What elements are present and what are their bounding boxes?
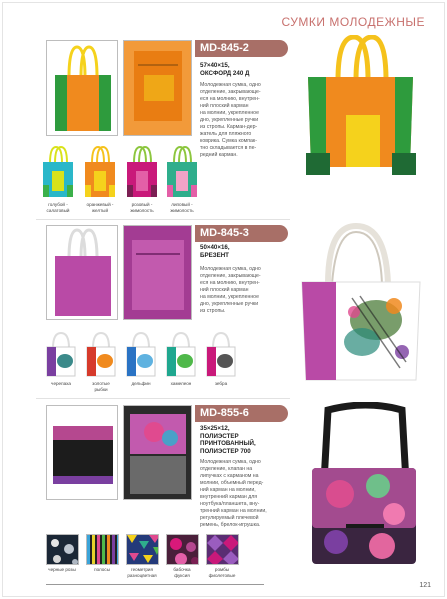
product-3-desc-line: регулируемый плечевой (200, 515, 259, 521)
caption-line: салатовый (46, 207, 70, 213)
footer-rule (46, 584, 264, 585)
product-2-variant-1-image (44, 332, 78, 378)
product-1-code-badge: MD-845-2 (195, 40, 288, 57)
product-2-inside-image (124, 226, 192, 320)
product-1-desc-line: на молнии, укрепленное (200, 110, 259, 116)
product-2-spec-line-2: БРЕЗЕНТ (200, 251, 229, 259)
product-2-desc-line: на молнии, укрепленное (200, 294, 259, 300)
caption-line: дельфин (131, 381, 151, 386)
caption-line: желтый (91, 207, 109, 213)
product-1-desc-line: ний плоский карман (200, 103, 249, 109)
product-3-description (200, 459, 292, 529)
product-1-desc-line: коврика. Сумка компак- (200, 138, 257, 144)
product-2-desc-line: еся на молнию, внутрен- (200, 280, 260, 286)
caption-line: розовый - (131, 202, 153, 207)
product-3-desc-line: отделение, клапан на (200, 466, 253, 472)
product-3-desc-line: Молодежная сумка, одно (200, 459, 261, 465)
product-3-spec-line-1: 35×25×12, (200, 425, 230, 432)
product-2-thumb-back (46, 225, 118, 320)
product-3-spec-line-2: ПОЛИЭСТЕР (200, 432, 239, 440)
product-2-variant-4-caption (161, 381, 201, 387)
section-divider (36, 219, 290, 220)
product-3-swatch-3 (126, 534, 159, 565)
product-2-desc-line: ний плоский карман (200, 287, 249, 293)
product-3-swatch-1 (46, 534, 79, 565)
product-2-thumb-inside (123, 225, 192, 320)
caption-line: золотые (92, 381, 110, 386)
caption-line: геометрия (131, 567, 153, 572)
product-2-variant-5-image (204, 332, 238, 378)
product-3-spec (200, 425, 256, 455)
caption-line: черные розы (48, 567, 76, 572)
caption-line: ромбы (214, 567, 230, 572)
caption-line: разноцветная (127, 572, 157, 578)
product-2-description (200, 266, 292, 315)
product-3-swatch-2 (86, 534, 119, 565)
caption-line: жимолость (130, 207, 154, 213)
product-3-variant-3-caption (122, 567, 162, 578)
product-2-variant-2-caption (81, 381, 121, 392)
product-3-desc-line: липучках с карманом на (200, 473, 259, 479)
product-2-desc-line: из стропы. (200, 308, 226, 314)
product-3-variant-1-caption (42, 567, 82, 573)
product-1-variant-2-image (82, 145, 118, 200)
product-1-description (200, 82, 292, 159)
category-title: СУМКИ МОЛОДЕЖНЫЕ (281, 15, 425, 29)
product-3-desc-line: тренний карман на молнии, (200, 508, 267, 514)
product-3-main-image (306, 402, 421, 572)
product-1-desc-line: тно складывается в пе- (200, 145, 257, 151)
product-3-swatch-4 (166, 534, 199, 565)
product-1-thumb-inside (123, 40, 192, 136)
product-2-variant-1-caption (41, 381, 81, 387)
caption-line: фуксия (174, 572, 190, 578)
product-1-back-image (47, 41, 118, 136)
product-1-variant-1-caption (38, 202, 78, 213)
product-2-spec (200, 244, 230, 259)
product-1-variant-1-image (40, 145, 76, 200)
product-1-desc-line: отделение, закрывающе- (200, 89, 261, 95)
product-3-spec-line-4: ПОЛИЭСТЕР 700 (200, 447, 251, 455)
product-1-spec-line-1: 57×40×15, (200, 62, 230, 69)
product-2-main-image (296, 222, 426, 387)
caption-line: липовый - (171, 202, 193, 207)
caption-line: хамелеон (170, 381, 192, 386)
product-1-thumb-back (46, 40, 118, 136)
product-1-variant-4-caption (162, 202, 202, 213)
caption-line: голубой - (48, 202, 68, 207)
section-divider (36, 398, 290, 399)
product-3-desc-line: ноутбука/планшета, вну- (200, 501, 260, 507)
caption-line: бабочка (173, 567, 191, 572)
product-1-desc-line: Молодежная сумка, одно (200, 82, 261, 88)
product-3-inside-image (124, 406, 192, 500)
product-2-variant-2-image (84, 332, 118, 378)
product-1-main-image (298, 35, 423, 175)
product-3-desc-line: ний карман на молнии, (200, 487, 256, 493)
caption-line: жимолость (170, 207, 194, 213)
product-3-spec-line-3: ПРИНТОВАННЫЙ, (200, 440, 256, 447)
product-3-swatch-5 (206, 534, 239, 565)
product-1-desc-line: из стропы. Карман-дер- (200, 124, 258, 130)
product-1-variant-3-image (124, 145, 160, 200)
product-1-variant-3-caption (122, 202, 162, 213)
product-3-variant-5-caption (202, 567, 242, 578)
page-number: 121 (419, 582, 431, 589)
product-3-desc-line: ремень, брелок-игрушка. (200, 522, 261, 528)
caption-line: рыбки (94, 386, 108, 392)
product-3-thumb-back (46, 405, 118, 500)
caption-line: фиолетовые (208, 572, 236, 578)
product-1-desc-line: еся на молнию, внутрен- (200, 96, 260, 102)
product-1-desc-line: редний карман. (200, 152, 238, 158)
product-1-variant-4-image (164, 145, 200, 200)
product-3-variant-2-caption (82, 567, 122, 573)
product-1-spec-line-2: ОКСФОРД 240 Д (200, 69, 250, 77)
product-3-desc-line: молнии, объемный перед- (200, 480, 264, 486)
product-3-thumb-inside (123, 405, 192, 500)
product-3-back-image (47, 406, 118, 500)
product-1-variant-2-caption (80, 202, 120, 213)
product-1-inside-image (124, 41, 192, 136)
product-1-desc-line: жатель для пляжного (200, 131, 252, 137)
product-1-desc-line: дно, укрепленные ручки (200, 117, 259, 123)
product-2-variant-4-image (164, 332, 198, 378)
caption-line: полосы (94, 567, 110, 572)
product-3-variant-4-caption (162, 567, 202, 578)
product-2-desc-line: Молодежная сумка, одно (200, 266, 261, 272)
product-3-desc-line: внутренний карман для (200, 494, 258, 500)
product-2-variant-3-caption (121, 381, 161, 387)
product-2-code-badge: MD-845-3 (195, 225, 288, 242)
product-2-desc-line: дно, укрепленные ручки (200, 301, 259, 307)
caption-line: зебра (214, 381, 228, 386)
product-2-desc-line: отделение, закрывающе- (200, 273, 261, 279)
product-1-spec (200, 62, 249, 77)
product-2-variant-3-image (124, 332, 158, 378)
caption-line: оранжевый - (86, 202, 114, 207)
product-2-variant-5-caption (201, 381, 241, 387)
caption-line: черепаха (51, 381, 71, 386)
product-3-code-badge: MD-855-6 (195, 405, 288, 422)
product-2-back-image (47, 226, 118, 320)
product-2-spec-line-1: 50×40×16, (200, 244, 230, 251)
